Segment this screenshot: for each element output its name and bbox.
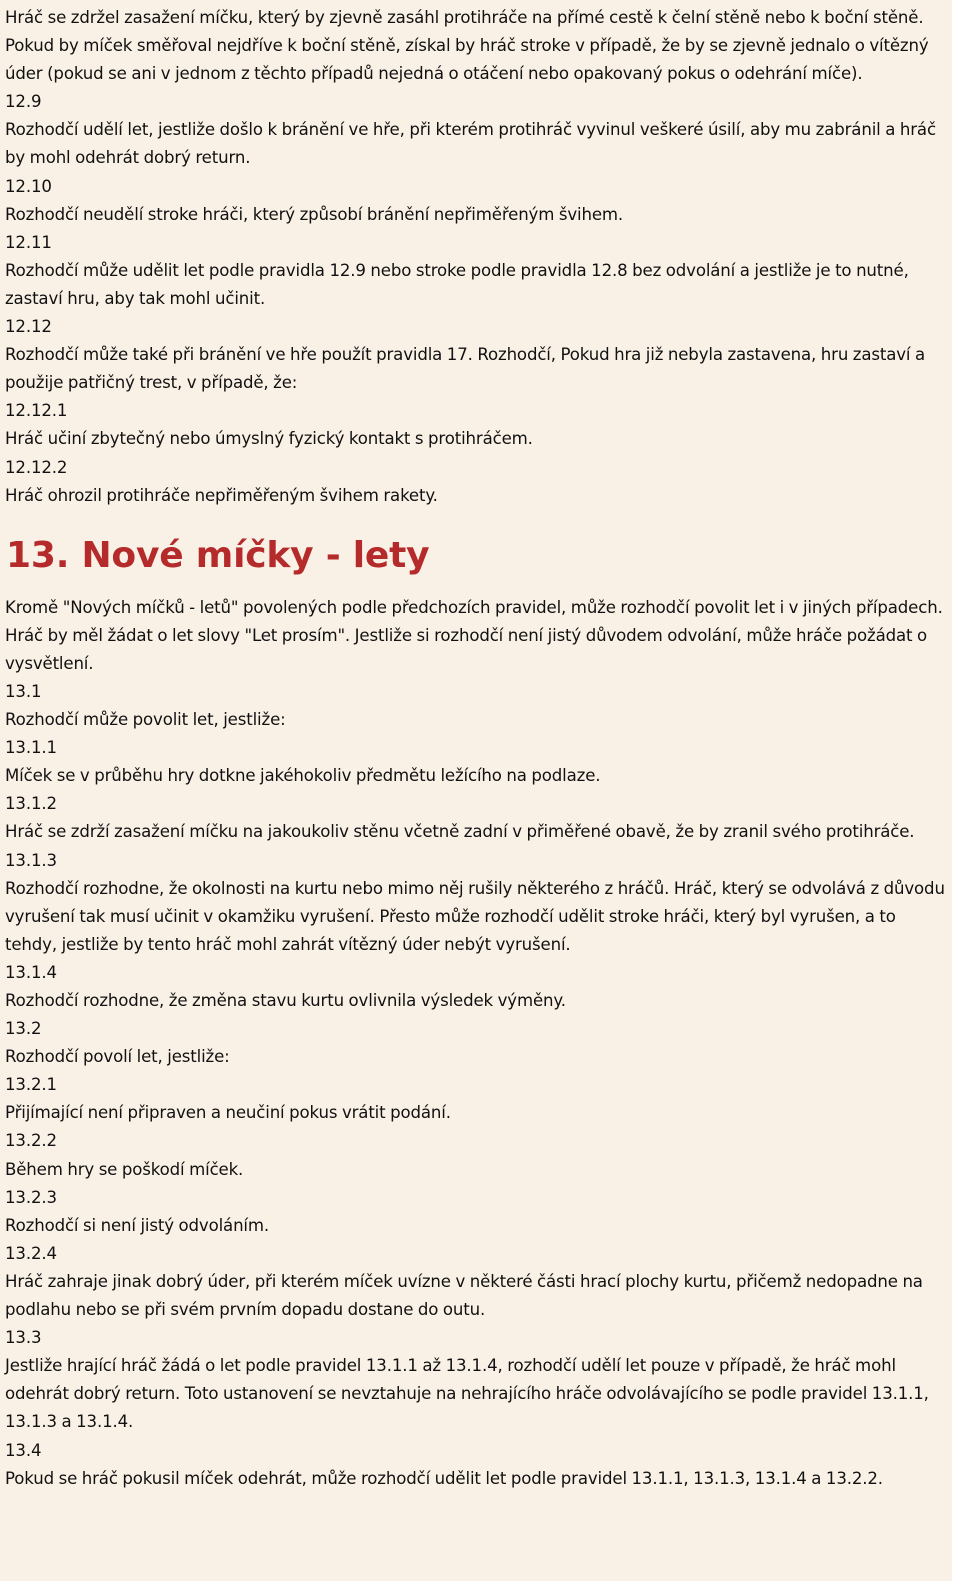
- rule-text: Rozhodčí může povolit let, jestliže:: [5, 710, 286, 730]
- rule-text: Rozhodčí udělí let, jestliže došlo k bránění ve hře, při kterém protihráč vyvinul veškeré úsilí, aby mu zabránil a hráč by mohl odehrát dobrý return.: [5, 120, 936, 168]
- rule-number: 13.1.2: [5, 794, 57, 814]
- rule-number: 13.1.4: [5, 962, 57, 982]
- rule-text: Míček se v průběhu hry dotkne jakéhokoliv předmětu ležícího na podlaze.: [5, 766, 601, 786]
- rule-number: 13.2.1: [5, 1075, 57, 1095]
- rule-number: 12.11: [5, 232, 52, 252]
- rule-number: 13.4: [5, 1440, 42, 1460]
- rule-number: 13.2.3: [5, 1187, 57, 1207]
- section-13-body: [5, 594, 946, 1493]
- rule-number: 13.2.4: [5, 1243, 57, 1263]
- section-13-heading: 13. Nové míčky - lety: [6, 534, 430, 576]
- section-12-continuation: [5, 4, 946, 510]
- rule-text: Rozhodčí může udělit let podle pravidla 12.9 nebo stroke podle pravidla 12.8 bez odvolání a jestliže je to nutné, zastaví hru, aby tak mohl učinit.: [5, 260, 909, 308]
- rule-text: Rozhodčí povolí let, jestliže:: [5, 1047, 230, 1067]
- rule-text: Hráč se zdržel zasažení míčku, který by zjevně zasáhl protihráče na přímé cestě k čelní stěně nebo k boční stěně. Pokud by míček směřoval nejdříve k boční stěně, získal by hráč stroke v případě, že by se zjevně jednalo o vítězný úder (pokud se ani v jednom z těchto případů nejedná o otáčení nebo opakovaný pokus o odehrání míče).: [5, 8, 929, 84]
- rule-number: 13.2.2: [5, 1131, 57, 1151]
- rule-number: 12.12: [5, 317, 52, 337]
- rule-text: Pokud se hráč pokusil míček odehrát, může rozhodčí udělit let podle pravidel 13.1.1, 13.1.3, 13.1.4 a 13.2.2.: [5, 1468, 883, 1488]
- rule-text: Hráč zahraje jinak dobrý úder, při kterém míček uvízne v některé části hrací plochy kurtu, přičemž nedopadne na podlahu nebo se při svém prvním dopadu dostane do outu.: [5, 1271, 923, 1320]
- section-intro: Kromě "Nových míčků - letů" povolených podle předchozích pravidel, může rozhodčí povolit let i v jiných případech. Hráč by měl žádat o let slovy "Let prosím". Jestliže si rozhodčí není jistý důvodem odvolání, může hráče požádat o vysvětlení.: [5, 597, 943, 673]
- rule-text: Rozhodčí může také při bránění ve hře použít pravidla 17. Rozhodčí, Pokud hra již nebyla zastavena, hru zastaví a použije patřičný trest, v případě, že:: [5, 345, 926, 393]
- rule-text: Během hry se poškodí míček.: [5, 1159, 244, 1179]
- rule-number: 12.12.2: [5, 457, 68, 477]
- rule-text: Rozhodčí rozhodne, že změna stavu kurtu ovlivnila výsledek výměny.: [5, 991, 566, 1010]
- rule-text: Hráč se zdrží zasažení míčku na jakoukoliv stěnu včetně zadní v přiměřené obavě, že by zranil svého protihráče.: [5, 822, 915, 842]
- rule-number: 12.9: [5, 92, 42, 112]
- rule-number: 12.12.1: [5, 401, 68, 421]
- rule-text: Přijímající není připraven a neučiní pokus vrátit podání.: [5, 1103, 451, 1123]
- rule-text: Hráč ohrozil protihráče nepřiměřeným švihem rakety.: [5, 485, 438, 505]
- rule-number: 13.3: [5, 1328, 42, 1348]
- rule-number: 13.1.1: [5, 738, 57, 758]
- rule-number: 13.1: [5, 681, 42, 701]
- rule-text: Jestliže hrající hráč žádá o let podle pravidel 13.1.1 až 13.1.4, rozhodčí udělí let pouze v případě, že hráč mohl odehrát dobrý return. Toto ustanovení se nevztahuje na nehrajícího hráče odvolávajícího se podle pravidel 13.1.1, 13.1.3 a 13.1.4.: [5, 1356, 929, 1432]
- rule-text: Rozhodčí si není jistý odvoláním.: [5, 1215, 270, 1235]
- rule-text: Rozhodčí neudělí stroke hráči, který způsobí bránění nepřiměřeným švihem.: [5, 204, 624, 224]
- rule-text: Hráč učiní zbytečný nebo úmyslný fyzický kontakt s protihráčem.: [5, 429, 533, 449]
- rule-text: Rozhodčí rozhodne, že okolnosti na kurtu nebo mimo něj rušily některého z hráčů. Hráč, který se odvolává z důvodu vyrušení tak musí učinit v okamžiku vyrušení. Přesto může rozhodčí udělit stroke hráči, který byl vyrušen, a to tehdy, jestliže by tento hráč mohl zahrát vítězný úder nebýt vyrušení.: [5, 878, 945, 954]
- rule-number: 13.1.3: [5, 850, 57, 870]
- rule-number: 13.2: [5, 1019, 42, 1039]
- rule-number: 12.10: [5, 176, 52, 196]
